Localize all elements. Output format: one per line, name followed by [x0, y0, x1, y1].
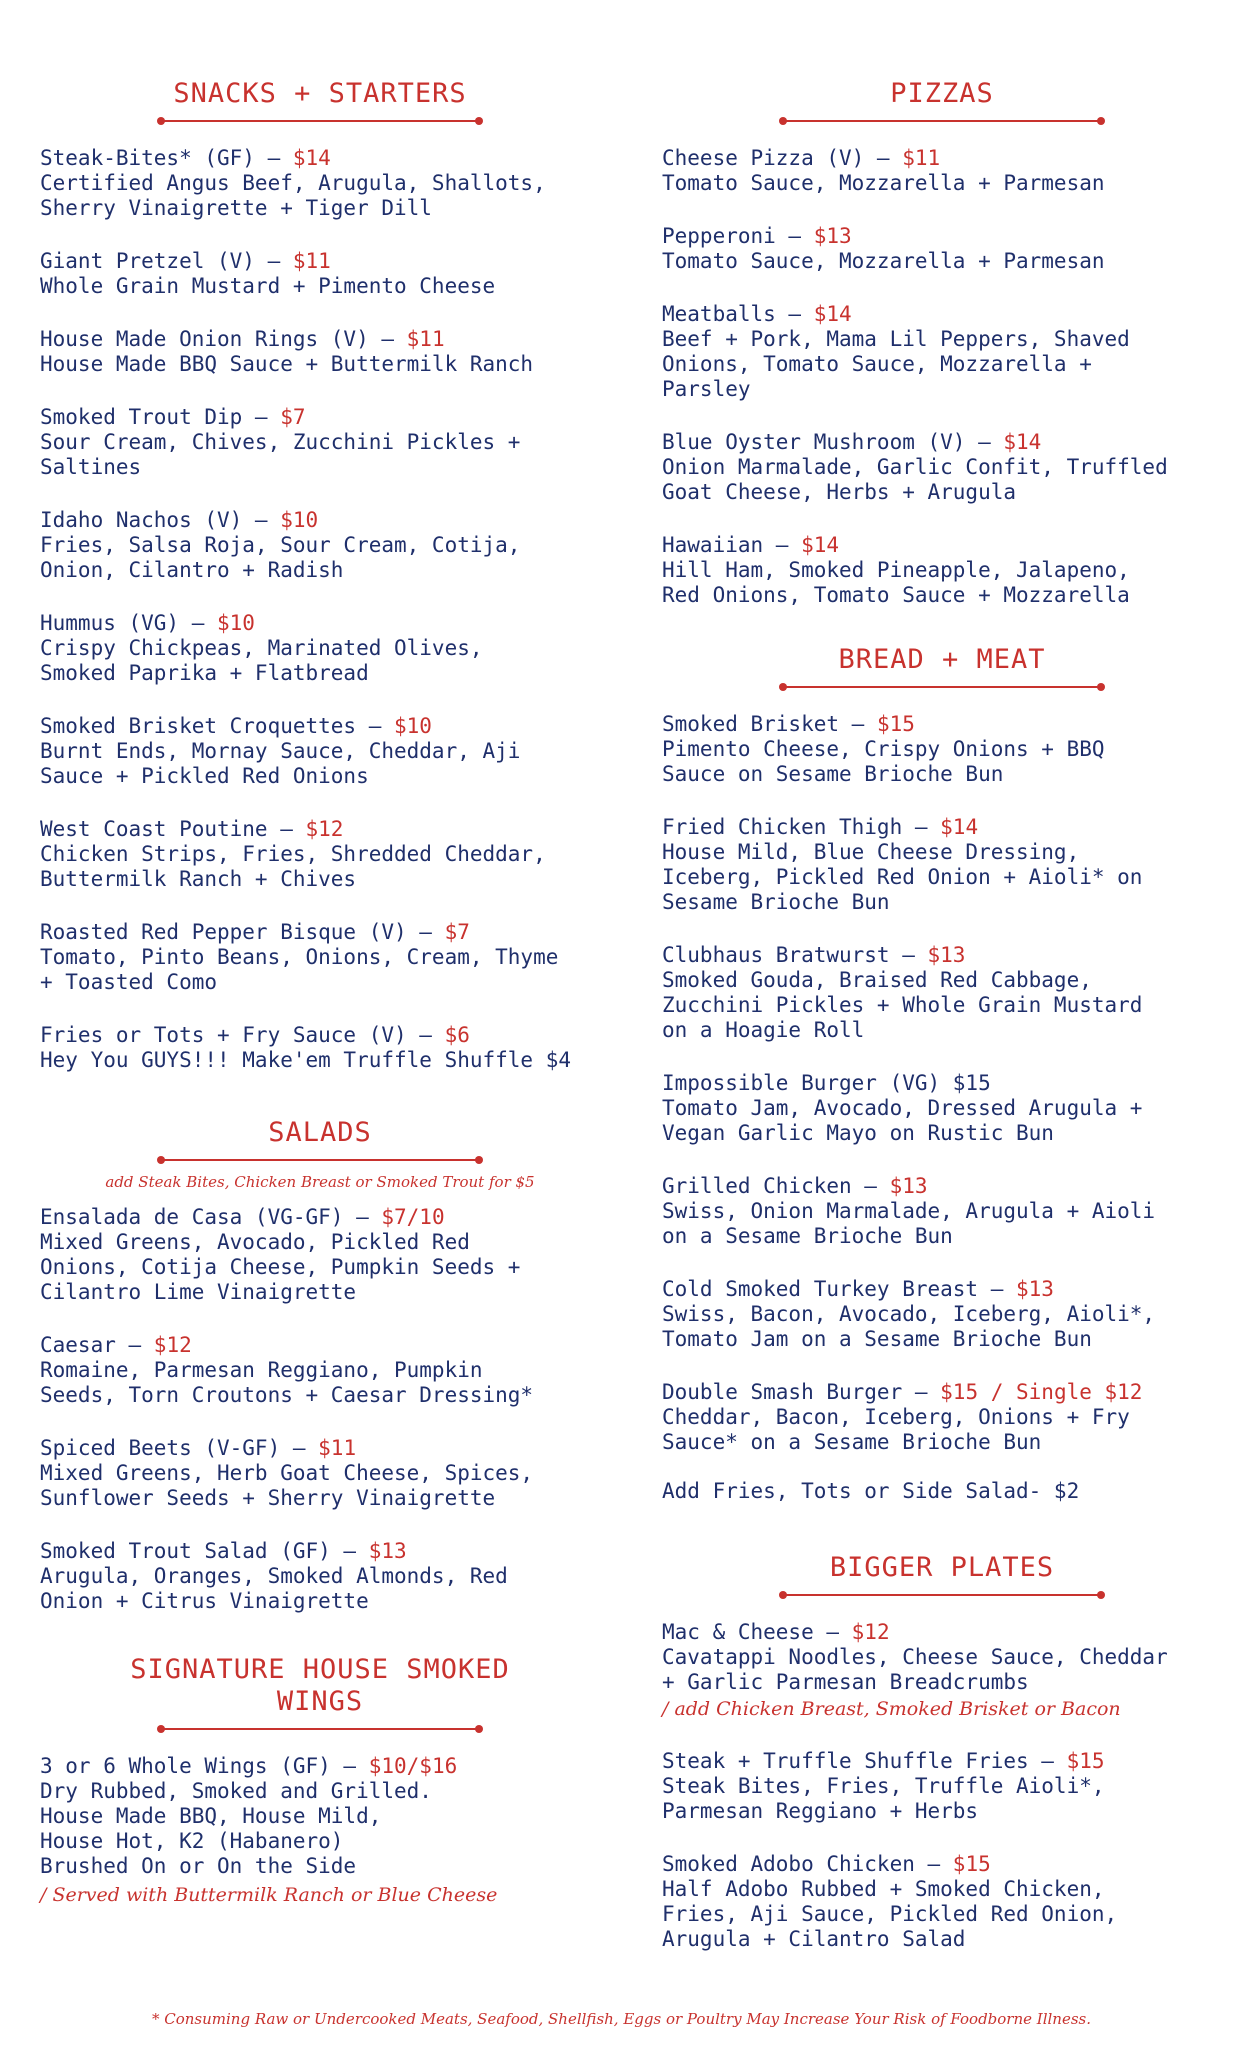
item-description: Romaine, Parmesan Reggiano, Pumpkin Seeds, Torn Croutons + Caesar Dressing*: [40, 1358, 534, 1407]
item-price: $7: [444, 920, 470, 944]
snacks-header: [40, 78, 600, 122]
bigger-list: [662, 1620, 1222, 1952]
menu-item: [662, 1620, 1222, 1721]
item-description: Sour Cream, Chives, Zucchini Pickles + Saltines: [40, 430, 521, 479]
item-description: Tomato Sauce, Mozzarella + Parmesan: [662, 249, 1105, 273]
item-description: Burnt Ends, Mornay Sauce, Cheddar, Aji Sauce + Pickled Red Onions: [40, 739, 521, 788]
right-column: [662, 78, 1222, 1980]
wings-dip-note: / Served with Buttermilk Ranch or Blue Cheese: [40, 1884, 498, 1906]
salads-addon-note: add Steak Bites, Chicken Breast or Smoked Trout for $5: [105, 1173, 535, 1191]
food-safety-disclaimer: * Consuming Raw or Undercooked Meats, Seafood, Shellfish, Eggs or Poultry May Increase Your Risk of Foodborne Illness.: [151, 2010, 1092, 2028]
menu-item: [662, 1277, 1222, 1352]
item-price: $14: [1003, 430, 1042, 454]
menu-item: [662, 430, 1222, 505]
item-price: $12: [851, 1620, 890, 1644]
item-name: Hawaiian —: [662, 533, 802, 557]
menu-item: [662, 533, 1222, 608]
item-description: Half Adobo Rubbed + Smoked Chicken, Fries, Aji Sauce, Pickled Red Onion, Arugula + Cilantro Salad: [662, 1877, 1118, 1951]
item-name: Cold Smoked Turkey Breast —: [662, 1277, 1017, 1301]
pizzas-list: [662, 146, 1222, 608]
item-price: $13: [889, 1174, 928, 1198]
mac-addon-note: / add Chicken Breast, Smoked Brisket or Bacon: [662, 1698, 1121, 1720]
menu-item: [40, 1436, 600, 1511]
item-description: Onion Marmalade, Garlic Confit, Truffled Goat Cheese, Herbs + Arugula: [662, 455, 1168, 504]
item-name: Fries or Tots + Fry Sauce (V) —: [40, 1023, 445, 1047]
menu-item: [662, 302, 1222, 402]
item-description: Fries, Salsa Roja, Sour Cream, Cotija, Onion, Cilantro + Radish: [40, 533, 521, 582]
item-price: $13: [927, 943, 966, 967]
item-name: Steak + Truffle Shuffle Fries —: [662, 1749, 1067, 1773]
item-name: Caesar —: [40, 1333, 154, 1357]
item-price: $11: [406, 327, 445, 351]
item-price: $13: [368, 1539, 407, 1563]
item-price: $10/$16: [368, 1754, 458, 1778]
item-description: Mixed Greens, Avocado, Pickled Red Onions, Cotija Cheese, Pumpkin Seeds + Cilantro Lime Vinaigrette: [40, 1230, 521, 1304]
item-name: Smoked Trout Dip —: [40, 405, 281, 429]
item-name: Grilled Chicken —: [662, 1174, 890, 1198]
salads-list: [40, 1205, 600, 1614]
item-description: House Made BBQ Sauce + Buttermilk Ranch: [40, 352, 534, 376]
item-name: Ensalada de Casa (VG-GF) —: [40, 1205, 382, 1229]
section-divider: [160, 1159, 480, 1161]
item-price: $11: [902, 146, 941, 170]
menu-item: [40, 920, 600, 995]
item-description: Hill Ham, Smoked Pineapple, Jalapeno, Red Onions, Tomato Sauce + Mozzarella: [662, 558, 1130, 607]
menu-item: [662, 1071, 1222, 1146]
menu-item: [40, 405, 600, 480]
menu-item: [662, 1852, 1222, 1952]
item-name: Hummus (VG) —: [40, 611, 218, 635]
item-price: $14: [813, 302, 852, 326]
item-description: Arugula, Oranges, Smoked Almonds, Red Onion + Citrus Vinaigrette: [40, 1564, 508, 1613]
menu-item: [662, 712, 1222, 787]
menu-item: [40, 611, 600, 686]
item-price: $12: [305, 817, 344, 841]
wings-title: SIGNATURE HOUSE SMOKED WINGS: [130, 1654, 510, 1717]
item-price: $14: [292, 146, 331, 170]
section-divider: [782, 1594, 1102, 1596]
item-description: Tomato, Pinto Beans, Onions, Cream, Thyme + Toasted Como: [40, 945, 559, 994]
item-name: Smoked Trout Salad (GF) —: [40, 1539, 369, 1563]
item-name: Smoked Brisket Croquettes —: [40, 714, 395, 738]
item-description: Mixed Greens, Herb Goat Cheese, Spices, Sunflower Seeds + Sherry Vinaigrette: [40, 1461, 534, 1510]
item-price: $6: [444, 1023, 470, 1047]
bread-header: [662, 644, 1222, 688]
item-price: $7: [280, 405, 306, 429]
menu-item: [40, 1333, 600, 1408]
menu-item: [662, 1174, 1222, 1249]
item-price: $13: [813, 224, 852, 248]
sides-addon: Add Fries, Tots or Side Salad- $2: [662, 1479, 1080, 1503]
item-name: Impossible Burger (VG) $15: [662, 1071, 991, 1095]
item-name: Mac & Cheese —: [662, 1620, 852, 1644]
item-price: $14: [801, 533, 840, 557]
wings-list: [40, 1754, 600, 1907]
item-price: $10: [394, 714, 432, 738]
snacks-list: [40, 146, 600, 1073]
item-name: Giant Pretzel (V) —: [40, 249, 293, 273]
item-name: Steak-Bites* (GF) —: [40, 146, 293, 170]
salads-title: SALADS: [268, 1117, 372, 1148]
section-divider: [782, 120, 1102, 122]
left-column: [40, 78, 600, 1907]
item-price: $11: [292, 249, 331, 273]
item-description: House Mild, Blue Cheese Dressing, Iceberg, Pickled Red Onion + Aioli* on Sesame Brioche Bun: [662, 840, 1143, 914]
item-name: Pepperoni —: [662, 224, 814, 248]
item-description: Smoked Gouda, Braised Red Cabbage, Zucchini Pickles + Whole Grain Mustard on a Hoagie Roll: [662, 968, 1143, 1042]
pizzas-title: PIZZAS: [890, 78, 994, 109]
bread-title: BREAD + MEAT: [838, 644, 1046, 675]
menu-item: [662, 815, 1222, 915]
menu-item: [40, 1205, 600, 1305]
snacks-title: SNACKS + STARTERS: [173, 78, 467, 109]
item-price: $15: [952, 1852, 991, 1876]
menu-item: [40, 714, 600, 789]
section-divider: [160, 120, 480, 122]
item-name: West Coast Poutine —: [40, 817, 306, 841]
item-name: Smoked Brisket —: [662, 712, 877, 736]
item-description: Cheddar, Bacon, Iceberg, Onions + Fry Sauce* on a Sesame Brioche Bun: [662, 1405, 1130, 1454]
item-description: Swiss, Onion Marmalade, Arugula + Aioli on a Sesame Brioche Bun: [662, 1199, 1156, 1248]
item-description: Hey You GUYS!!! Make'em Truffle Shuffle $4: [40, 1048, 572, 1072]
item-description: Pimento Cheese, Crispy Onions + BBQ Sauce on Sesame Brioche Bun: [662, 737, 1105, 786]
menu-item: [40, 249, 600, 299]
item-description: Chicken Strips, Fries, Shredded Cheddar, Buttermilk Ranch + Chives: [40, 842, 546, 891]
item-price: $15 / Single $12: [940, 1380, 1143, 1404]
item-description: Tomato Sauce, Mozzarella + Parmesan: [662, 171, 1105, 195]
item-name: Blue Oyster Mushroom (V) —: [662, 430, 1004, 454]
item-price: $15: [1066, 1749, 1105, 1773]
item-name: Roasted Red Pepper Bisque (V) —: [40, 920, 445, 944]
menu-item: [40, 146, 600, 221]
pizzas-header: [662, 78, 1222, 122]
item-name: House Made Onion Rings (V) —: [40, 327, 407, 351]
item-name: 3 or 6 Whole Wings (GF) —: [40, 1754, 369, 1778]
item-price: $15: [876, 712, 915, 736]
item-name: Meatballs —: [662, 302, 814, 326]
item-price: $10: [217, 611, 255, 635]
item-description: Beef + Pork, Mama Lil Peppers, Shaved Onions, Tomato Sauce, Mozzarella + Parsley: [662, 327, 1130, 401]
bigger-header: [662, 1552, 1222, 1596]
item-description: Certified Angus Beef, Arugula, Shallots, Sherry Vinaigrette + Tiger Dill: [40, 171, 546, 220]
menu-item: [40, 1539, 600, 1614]
item-price: $11: [318, 1436, 357, 1460]
item-price: $14: [940, 815, 979, 839]
item-description: Cavatappi Noodles, Cheese Sauce, Cheddar + Garlic Parmesan Breadcrumbs: [662, 1645, 1168, 1694]
item-name: Idaho Nachos (V) —: [40, 508, 281, 532]
item-price: $10: [280, 508, 319, 532]
item-name: Clubhaus Bratwurst —: [662, 943, 928, 967]
menu-item: [662, 1380, 1222, 1455]
bigger-title: BIGGER PLATES: [829, 1552, 1055, 1583]
menu-item: [662, 224, 1222, 274]
item-price: $12: [153, 1333, 192, 1357]
item-name: Cheese Pizza (V) —: [662, 146, 903, 170]
item-name: Smoked Adobo Chicken —: [662, 1852, 953, 1876]
salads-header: [40, 1117, 600, 1161]
item-price: $7/10: [381, 1205, 445, 1229]
item-description: Crispy Chickpeas, Marinated Olives, Smoked Paprika + Flatbread: [40, 636, 483, 685]
item-name: Fried Chicken Thigh —: [662, 815, 941, 839]
section-divider: [160, 1728, 480, 1730]
item-name: Spiced Beets (V-GF) —: [40, 1436, 319, 1460]
menu-item: [40, 1754, 600, 1879]
menu-item: [662, 943, 1222, 1043]
menu-item: [40, 1023, 600, 1073]
menu-item: [662, 1749, 1222, 1824]
section-divider: [782, 686, 1102, 688]
menu-item: [40, 327, 600, 377]
item-description: Steak Bites, Fries, Truffle Aioli*, Parmesan Reggiano + Herbs: [662, 1774, 1105, 1823]
item-description: Dry Rubbed, Smoked and Grilled. House Made BBQ, House Mild, House Hot, K2 (Habanero) Brushed On or On the Side: [40, 1779, 432, 1878]
menu-item: [40, 817, 600, 892]
wings-header: [40, 1654, 600, 1730]
menu-item: [40, 508, 600, 583]
menu-item: [662, 146, 1222, 196]
item-description: Swiss, Bacon, Avocado, Iceberg, Aioli*, Tomato Jam on a Sesame Brioche Bun: [662, 1302, 1156, 1351]
bread-list: [662, 712, 1222, 1504]
item-name: Double Smash Burger —: [662, 1380, 941, 1404]
item-description: Whole Grain Mustard + Pimento Cheese: [40, 274, 496, 298]
item-description: Tomato Jam, Avocado, Dressed Arugula + Vegan Garlic Mayo on Rustic Bun: [662, 1096, 1143, 1145]
item-price: $13: [1016, 1277, 1054, 1301]
